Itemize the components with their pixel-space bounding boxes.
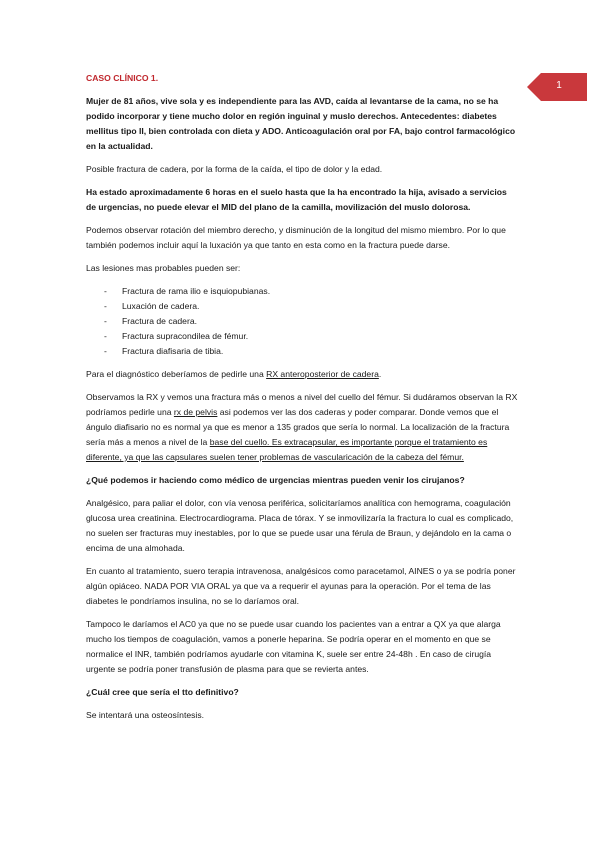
observation-text-b: asi podemos ver las dos caderas y poder comparar. Donde vemos que el ángulo diafisario no es normal ya que es menor a 135 grados que sería lo normal. La localización de la fractura sería más a menos a nivel de la bbox=[86, 407, 510, 447]
page-number-tab bbox=[527, 73, 587, 101]
pelvis-rx-link: rx de pelvis bbox=[173, 407, 218, 417]
list-item-text: Fractura de rama ilio e isquiopubianas. bbox=[122, 286, 271, 296]
list-item-text: Luxación de cadera. bbox=[122, 301, 200, 311]
list-item-text: Fractura diafisaria de tibia. bbox=[122, 346, 224, 356]
page-number: 1 bbox=[556, 80, 562, 91]
diagnosis-link: RX anteroposterior de cadera bbox=[266, 369, 379, 379]
paragraph-treatment: En cuanto al tratamiento, suero terapia intravenosa, analgésicos como paracetamol, AINES o ya se podría poner algún opiáceo. NADA POR VIA ORAL ya que va a requerir el ayunas para la operación. Por el tema de las diabetes le pondríamos insulina, no se lo daríamos oral. bbox=[86, 566, 516, 606]
question-urgencias: ¿Qué podemos ir haciendo como médico de urgencias mientras pueden venir los cirujanos? bbox=[86, 475, 465, 485]
list-dash: - bbox=[104, 316, 107, 326]
list-item-text: Fractura de cadera. bbox=[122, 316, 197, 326]
question-definitive-treatment: ¿Cuál cree que sería el tto definitivo? bbox=[86, 687, 239, 697]
paragraph-observation bbox=[86, 390, 518, 465]
list-dash: - bbox=[104, 331, 107, 341]
paragraph-possible-fracture: Posible fractura de cadera, por la forma de la caída, el tipo de dolor y la edad. bbox=[86, 164, 383, 174]
paragraph-hours-on-floor: Ha estado aproximadamente 6 horas en el suelo hasta que la ha encontrado la hija, avisado a servicios de urgencias, no puede elevar el MID del plano de la camilla, movilización del muslo dolorosa. bbox=[86, 187, 507, 212]
list-dash: - bbox=[104, 346, 107, 356]
case-intro: Mujer de 81 años, vive sola y es independiente para las AVD, caída al levantarse de la cama, no se ha podido incorporar y tiene mucho dolor en región inguinal y muslo derechos. Antecedentes: diabetes mellitus tipo II, bien controlada con dieta y ADO. Anticoagulación oral por FA, bajo control farmacológico en la actualidad. bbox=[86, 96, 516, 151]
document-body bbox=[86, 71, 518, 731]
paragraph-diagnosis bbox=[86, 367, 518, 382]
paragraph-analgesic: Analgésico, para paliar el dolor, con vía venosa periférica, solicitaríamos analítica con hemograma, coagulación glucosa urea creatinina. Electrocardiograma. Placa de tórax. Y se inmovilizaría la fractura lo cual es complicado, no suelen ser fracturas muy inestables, por lo que se puede usar una férula de Braun, y dejándolo en la cama o encima de una almohada. bbox=[86, 498, 514, 553]
paragraph-osteosynthesis: Se intentará una osteosíntesis. bbox=[86, 710, 205, 720]
list-item bbox=[86, 344, 518, 359]
observation-text-a: Observamos la RX y vemos una fractura más o menos a nivel del cuello del fémur. Si dudáramos observan la RX podríamos pedirle una bbox=[86, 392, 518, 417]
diagnosis-end: . bbox=[378, 369, 382, 379]
case-title: CASO CLÍNICO 1. bbox=[86, 73, 159, 83]
list-item-text: Fractura supracondilea de fémur. bbox=[122, 331, 249, 341]
list-item bbox=[86, 329, 518, 344]
list-dash: - bbox=[104, 301, 107, 311]
list-dash: - bbox=[104, 286, 107, 296]
list-item bbox=[86, 314, 518, 329]
paragraph-anticoagulation: Tampoco le daríamos el AC0 ya que no se puede usar cuando los pacientes van a entrar a QX ya que alarga mucho los tiempos de coagulación, vamos a ponerle heparina. Se podría operar en el momento en que se normalice el INR, también podríamos ayudarle con vitamina K, suele ser entre 24-48h . En caso de cirugía urgente se podría poner transfusión de plasma para que se revierta antes. bbox=[86, 619, 501, 674]
paragraph-rotation: Podemos observar rotación del miembro derecho, y disminución de la longitud del mismo miembro. Por lo que también podemos incluir aquí la luxación ya que tanto en esta como en la fractura puede darse. bbox=[86, 225, 506, 250]
diagnosis-text: Para el diagnóstico deberíamos de pedirle una bbox=[86, 369, 267, 379]
list-item bbox=[86, 299, 518, 314]
lesions-intro: Las lesiones mas probables pueden ser: bbox=[86, 263, 241, 273]
lesions-list bbox=[86, 284, 518, 359]
list-item bbox=[86, 284, 518, 299]
neck-base-link: base del cuello. Es extracapsular, es importante porque el tratamiento es diferente, ya que las capsulares suelen tener problemas de vascularicación de la cabeza del fémur. bbox=[86, 437, 488, 462]
